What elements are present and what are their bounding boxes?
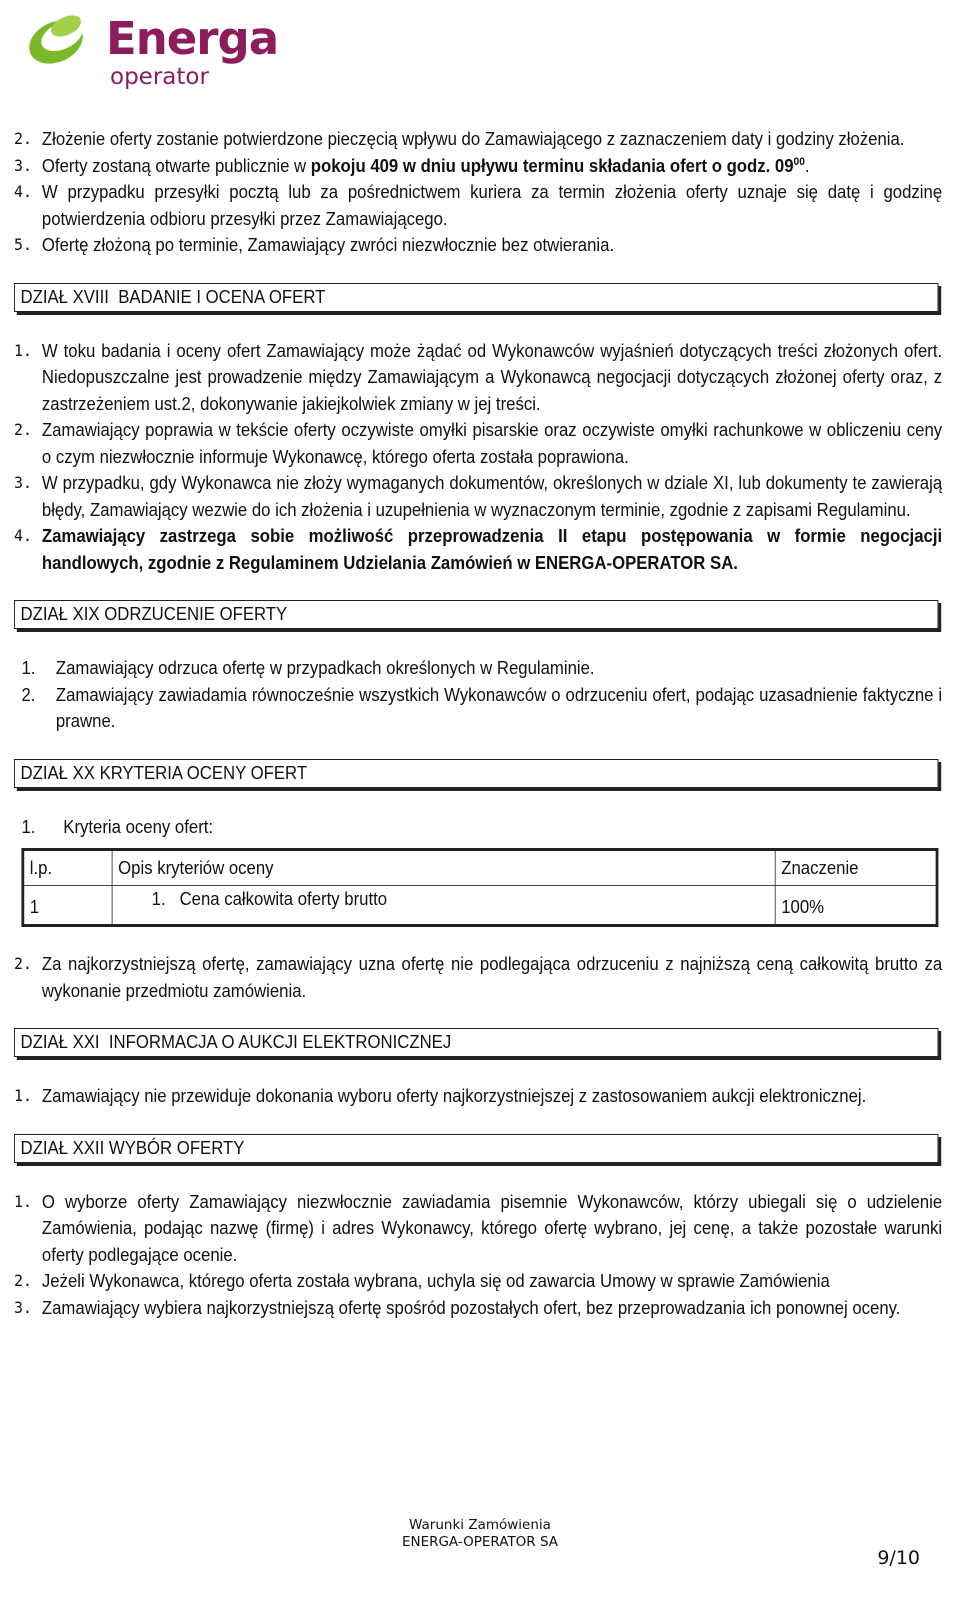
logo-brand-text: Energa	[106, 12, 279, 65]
list-item: 1. Zamawiający nie przewiduje dokonania wyboru oferty najkorzystniejszej z zastosowaniem aukcji elektronicznej.	[14, 1086, 867, 1106]
list-item: 1. Kryteria oceny ofert:	[21, 816, 214, 837]
leaf-logo-icon	[26, 4, 96, 74]
footer-company: ENERGA-OPERATOR SA	[401, 1534, 559, 1550]
section-xx-list	[14, 814, 942, 841]
page-number: 9/10	[877, 1547, 920, 1569]
table-header-cell: Opis kryteriów oceny	[112, 850, 775, 886]
list-item: 4. Zamawiający zastrzega sobie możliwość przeprowadzenia II etapu postępowania w formie negocjacji handlowych, zgodnie z Regulaminem Udzielania Zamówień w ENERGA-OPERATOR SA.	[14, 526, 943, 573]
section-xxi-list	[14, 1083, 942, 1110]
footer-title: Warunki Zamówienia	[409, 1517, 551, 1533]
table-header-cell: Znaczenie	[775, 850, 937, 886]
list-item: 1. W toku badania i oceny ofert Zamawiający może żądać od Wykonawców wyjaśnień dotyczących treści złożonych ofert. Niedopuszczalne jest prowadzenie między Zamawiającym a Wykonawcą negocjacji dotyczących złożonej oferty oraz, z zastrzeżeniem ust.2, dokonywanie jakiejkolwiek zmiany w jej treści.	[14, 340, 943, 414]
table-cell: 100%	[775, 886, 937, 926]
list-item: 1. O wyborze oferty Zamawiający niezwłocznie zawiadamia pisemnie Wykonawców, którzy ubiegali się o udzielenie Zamówienia, podając nazwę (firmę) i adres Wykonawcy, którego ofertę wybrano, jej cenę, a także pozostałe warunki oferty podlegające ocenie.	[14, 1191, 943, 1265]
table-cell: 1	[23, 886, 112, 926]
table-header-cell: l.p.	[23, 850, 112, 886]
list-item: 3. Zamawiający wybiera najkorzystniejszą ofertę spośród pozostałych ofert, bez przeprowadzania ich ponownej oceny.	[14, 1297, 901, 1318]
table-cell: 1. Cena całkowita oferty brutto	[112, 886, 775, 926]
table-row	[23, 886, 937, 926]
section-xxii-list	[14, 1189, 942, 1322]
list-item: 4. W przypadku przesyłki pocztą lub za pośrednictwem kuriera za termin złożenia oferty uznaje się datę i godzinę potwierdzenia odbioru przesyłki przez Zamawiającego.	[14, 182, 943, 229]
list-item: 1. Zamawiający odrzuca ofertę w przypadkach określonych w Regulaminie.	[21, 658, 595, 678]
list-item: 2. Zamawiający zawiadamia równocześnie wszystkich Wykonawców o odrzuceniu ofert, podając uzasadnienie faktyczne i prawne.	[21, 684, 943, 731]
section-heading-xviii: DZIAŁ XVIII BADANIE I OCENA OFERT	[14, 283, 938, 312]
section-heading-xxi: DZIAŁ XXI INFORMACJA O AUKCJI ELEKTRONICZNEJ	[14, 1028, 938, 1057]
section-heading-xix: DZIAŁ XIX ODRZUCENIE OFERTY	[14, 600, 938, 629]
list-item: 2. Za najkorzystniejszą ofertę, zamawiający uzna ofertę nie podlegająca odrzuceniu z najniższą ceną całkowitą brutto za wykonanie przedmiotu zamówienia.	[14, 954, 943, 1001]
energa-operator-logo	[26, 4, 279, 90]
table-header-row	[23, 850, 937, 886]
list-item: 2. Złożenie oferty zostanie potwierdzone pieczęcią wpływu do Zamawiającego z zaznaczeniem daty i godziny złożenia.	[14, 129, 905, 149]
list-item: 3. Oferty zostaną otwarte publicznie w pokoju 409 w dniu upływu terminu składania ofert o godz. $09^{00}$.	[14, 155, 810, 176]
list-item: 2. Jeżeli Wykonawca, którego oferta została wybrana, uchyla się od zawarcia Umowy w sprawie Zamówienia	[14, 1271, 830, 1291]
list-item: 2. Zamawiający poprawia w tekście oferty oczywiste omyłki pisarskie oraz oczywiste omyłki rachunkowe w obliczeniu ceny o czym niezwłocznie informuje Wykonawcę, którego oferta została poprawiona.	[14, 420, 943, 467]
section-heading-xxii: DZIAŁ XXII WYBÓR OFERTY	[14, 1134, 938, 1163]
logo-sub-text: operator	[110, 64, 209, 90]
section-xviii-list	[14, 338, 942, 577]
section-heading-xx: DZIAŁ XX KRYTERIA OCENY OFERT	[14, 759, 938, 788]
intro-list	[14, 126, 942, 259]
section-xix-list	[14, 655, 942, 735]
section-xx-list-2	[14, 951, 942, 1004]
page-footer	[0, 1517, 960, 1551]
document-body	[14, 126, 942, 1321]
list-item: 5. Ofertę złożoną po terminie, Zamawiający zwróci niezwłocznie bez otwierania.	[14, 235, 615, 255]
list-item: 3. W przypadku, gdy Wykonawca nie złoży wymaganych dokumentów, określonych w dziale XI, lub dokumenty te zawierają błędy, Zamawiający wezwie do ich złożenia i uzupełnienia w wyznaczonym terminie, zgodnie z zapisami Regulaminu.	[14, 473, 943, 520]
criteria-table	[21, 848, 938, 927]
